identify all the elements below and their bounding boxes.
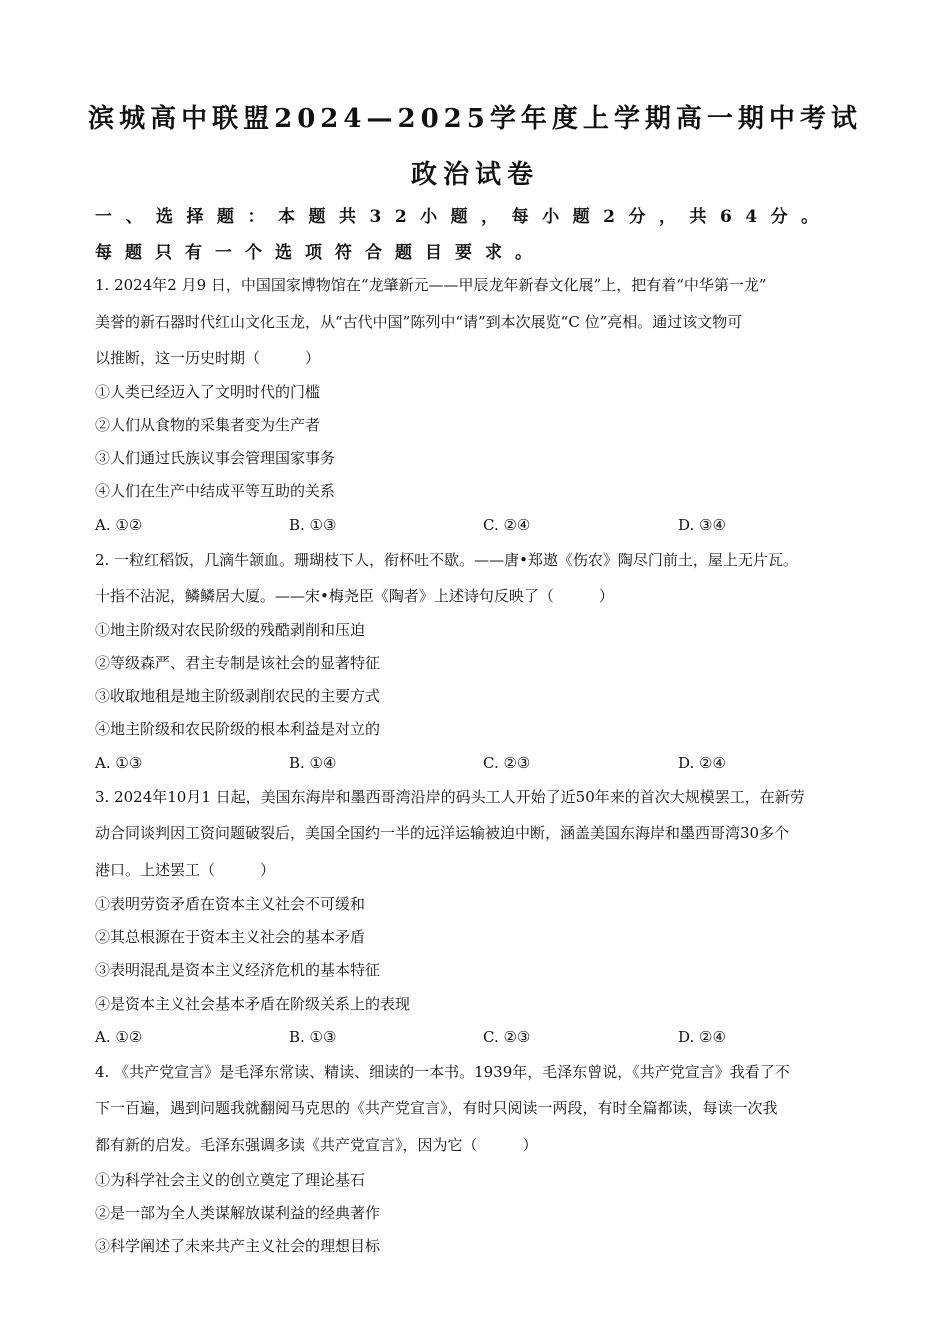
- q3-stem-line-3: 港口。上述罢工（ ）: [95, 861, 276, 879]
- q2-option-b[interactable]: B. ①④: [289, 754, 337, 772]
- q4-item-3: ③科学阐述了未来共产主义社会的理想目标: [95, 1237, 381, 1255]
- q3-option-a[interactable]: A. ①②: [95, 1028, 143, 1046]
- exam-title: 滨城高中联盟2024—2025学年度上学期高一期中考试: [88, 104, 862, 134]
- q1-option-d[interactable]: D. ③④: [678, 516, 726, 534]
- q3-stem-line-1: 3. 2024年10月1 日起，美国东海岸和墨西哥湾沿岸的码头工人开始了近50年来的首次大规模罢工，在新劳: [95, 788, 805, 806]
- q3-options: [95, 1027, 855, 1047]
- q1-option-b[interactable]: B. ①③: [289, 516, 337, 534]
- q1-stem-line-2: 美誉的新石器时代红山文化玉龙，从“古代中国”陈列中“请”到本次展览“C 位”亮相。通过该文物可: [95, 313, 743, 331]
- q4-item-1: ①为科学社会主义的创立奠定了理论基石: [95, 1171, 366, 1189]
- q4-stem-line-1: 4. 《共产党宣言》是毛泽东常读、精读、细读的一本书。1939年，毛泽东曾说，《共产党宣言》我看了不: [95, 1063, 790, 1081]
- q2-stem-line-1: 2. 一粒红稻饭，几滴牛颔血。珊瑚枝下人，衔杯吐不歇。——唐•郑遨《伤农》陶尽门前土，屋上无片瓦。: [95, 551, 798, 569]
- q3-stem-line-2: 动合同谈判因工资问题破裂后，美国全国约一半的远洋运输被迫中断，涵盖美国东海岸和墨西哥湾30多个: [95, 824, 790, 842]
- q3-option-b[interactable]: B. ①③: [289, 1028, 337, 1046]
- q2-item-1: ①地主阶级对农民阶级的残酷剥削和压迫: [95, 621, 366, 639]
- q2-option-c[interactable]: C. ②③: [483, 754, 531, 772]
- q1-options: [95, 515, 855, 535]
- q4-item-2: ②是一部为全人类谋解放谋利益的经典著作: [95, 1204, 381, 1222]
- q1-stem-line-1: 1. 2024年2 月9 日，中国国家博物馆在“龙肇新元——甲辰龙年新春文化展”上，把有着“中华第一龙”: [95, 276, 767, 294]
- q1-item-1: ①人类已经迈入了文明时代的门槛: [95, 383, 321, 401]
- q4-stem-line-2: 下一百遍，遇到问题我就翻阅马克思的《共产党宣言》，有时只阅读一两段，有时全篇都读，每读一次我: [95, 1099, 778, 1117]
- q2-stem-line-2: 十指不沾泥，鳞鳞居大厦。——宋•梅尧臣《陶者》上述诗句反映了（ ）: [95, 587, 614, 605]
- q1-option-c[interactable]: C. ②④: [483, 516, 531, 534]
- q2-item-4: ④地主阶级和农民阶级的根本利益是对立的: [95, 720, 381, 738]
- q2-item-3: ③收取地租是地主阶级剥削农民的主要方式: [95, 687, 381, 705]
- section-heading: 一、选择题：本题共32小题，每小题2分，共64分。: [95, 207, 832, 227]
- q2-option-d[interactable]: D. ②④: [678, 754, 726, 772]
- q3-option-c[interactable]: C. ②③: [483, 1028, 531, 1046]
- q3-option-d[interactable]: D. ②④: [678, 1028, 726, 1046]
- q1-item-2: ②人们从食物的采集者变为生产者: [95, 416, 321, 434]
- exam-subtitle: 政治试卷: [410, 160, 539, 190]
- q1-item-3: ③人们通过氏族议事会管理国家事务: [95, 449, 336, 467]
- q4-stem-line-3: 都有新的启发。毛泽东强调多读《共产党宣言》，因为它（ ）: [95, 1136, 538, 1154]
- q1-stem-line-3: 以推断，这一历史时期（ ）: [95, 349, 321, 367]
- q3-item-3: ③表明混乱是资本主义经济危机的基本特征: [95, 961, 381, 979]
- q3-item-2: ②其总根源在于资本主义社会的基本矛盾: [95, 928, 366, 946]
- q2-options: [95, 753, 855, 773]
- section-instruction: 每题只有一个选项符合题目要求。: [95, 243, 545, 263]
- q1-option-a[interactable]: A. ①②: [95, 516, 143, 534]
- q3-item-4: ④是资本主义社会基本矛盾在阶级关系上的表现: [95, 995, 411, 1013]
- q2-option-a[interactable]: A. ①③: [95, 754, 143, 772]
- q3-item-1: ①表明劳资矛盾在资本主义社会不可缓和: [95, 895, 366, 913]
- q2-item-2: ②等级森严、君主专制是该社会的显著特征: [95, 654, 381, 672]
- q1-item-4: ④人们在生产中结成平等互助的关系: [95, 482, 336, 500]
